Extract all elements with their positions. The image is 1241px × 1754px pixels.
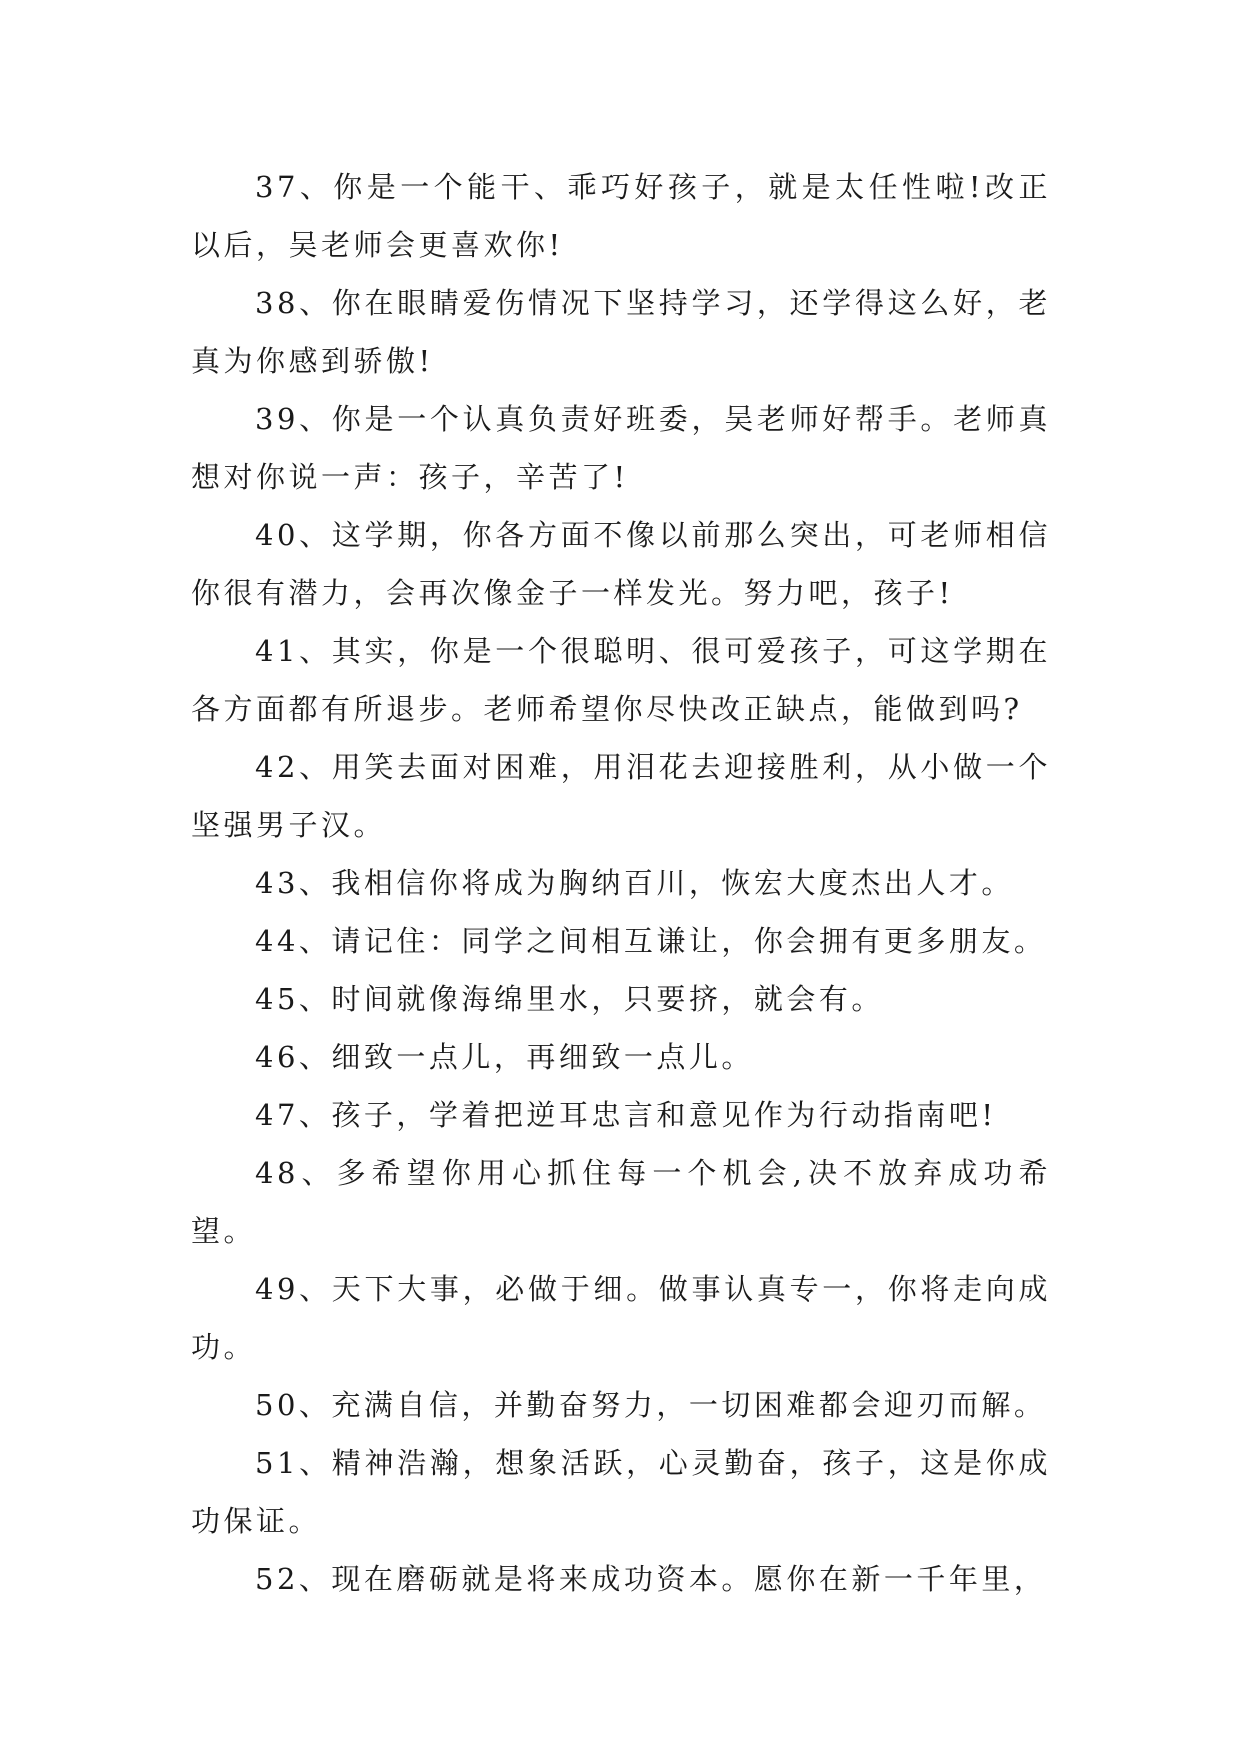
comment-item-51: 51、精神浩瀚，想象活跃，心灵勤奋，孩子，这是你成功保证。: [191, 1446, 1051, 1538]
comment-item-42: 42、用笑去面对困难，用泪花去迎接胜利，从小做一个坚强男子汉。: [191, 750, 1051, 842]
comment-item-38: 38、你在眼睛爱伤情况下坚持学习，还学得这么好，老真为你感到骄傲!: [191, 286, 1051, 378]
comment-item-48: 48、多希望你用心抓住每一个机会,决不放弃成功希望。: [191, 1156, 1051, 1248]
comment-item-46: 46、细致一点儿，再细致一点儿。: [255, 1040, 754, 1074]
comment-item-45: 45、时间就像海绵里水，只要挤，就会有。: [255, 982, 884, 1016]
comment-item-44: 44、请记住：同学之间相互谦让，你会拥有更多朋友。: [255, 924, 1047, 958]
comment-item-43: 43、我相信你将成为胸纳百川，恢宏大度杰出人才。: [255, 866, 1014, 900]
comment-item-40: 40、这学期，你各方面不像以前那么突出，可老师相信你很有潜力，会再次像金子一样发光。努力吧，孩子!: [191, 518, 1051, 610]
comment-item-39: 39、你是一个认真负责好班委，吴老师好帮手。老师真想对你说一声：孩子，辛苦了!: [191, 402, 1051, 494]
comment-item-37: 37、你是一个能干、乖巧好孩子，就是太任性啦!改正以后，吴老师会更喜欢你!: [191, 170, 1051, 262]
comment-item-52: 52、现在磨砺就是将来成功资本。愿你在新一千年里，: [255, 1562, 1047, 1596]
comment-item-50: 50、充满自信，并勤奋努力，一切困难都会迎刃而解。: [255, 1388, 1047, 1422]
comment-item-49: 49、天下大事，必做于细。做事认真专一，你将走向成功。: [191, 1272, 1051, 1364]
document-body: [191, 158, 1051, 1608]
comment-item-41: 41、其实，你是一个很聪明、很可爱孩子，可这学期在各方面都有所退步。老师希望你尽快改正缺点，能做到吗?: [191, 634, 1051, 726]
comment-item-47: 47、孩子，学着把逆耳忠言和意见作为行动指南吧!: [255, 1098, 997, 1132]
